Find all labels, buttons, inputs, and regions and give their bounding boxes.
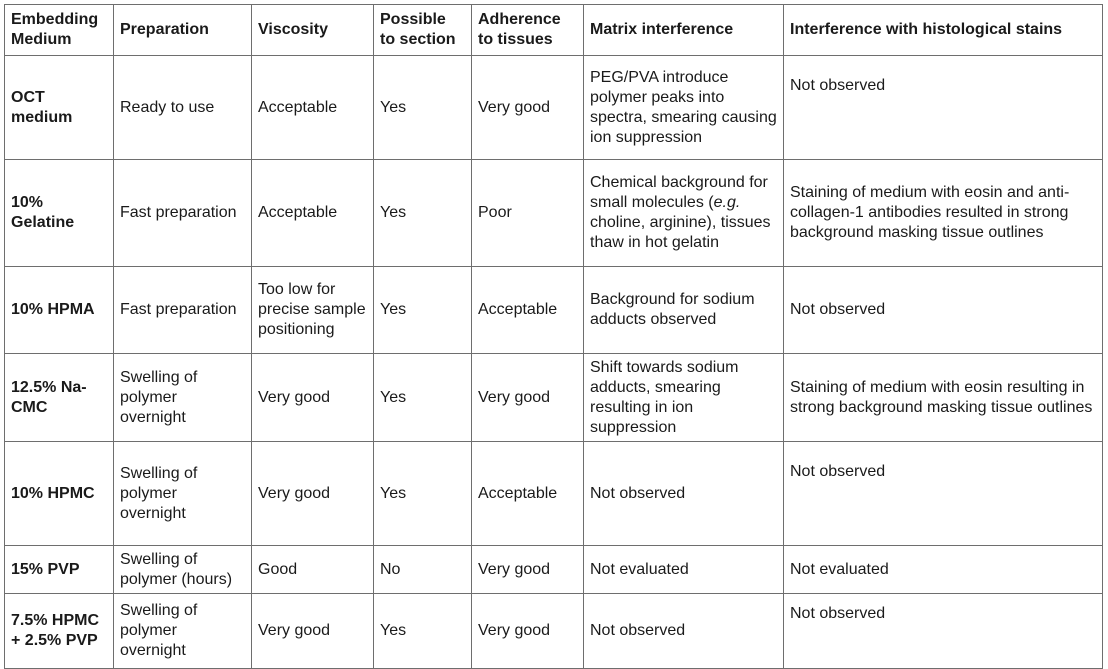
header-embedding-medium: Embedding Medium [5,5,114,56]
embedding-media-table [4,4,1103,669]
cell-preparation: Swelling of polymer overnight [114,354,252,442]
cell-section: Yes [374,160,472,267]
header-preparation: Preparation [114,5,252,56]
cell-preparation: Fast preparation [114,267,252,354]
cell-viscosity: Very good [252,442,374,546]
cell-stains: Not observed [784,267,1103,354]
cell-section: Yes [374,442,472,546]
cell-adherence: Very good [472,594,584,669]
cell-section: No [374,546,472,594]
table-row [5,546,1103,594]
cell-viscosity: Acceptable [252,56,374,160]
cell-adherence: Poor [472,160,584,267]
header-possible-to-section: Possible to section [374,5,472,56]
cell-matrix: Background for sodium adducts observed [584,267,784,354]
cell-viscosity: Very good [252,354,374,442]
cell-section: Yes [374,56,472,160]
cell-adherence: Very good [472,354,584,442]
matrix-text-post: choline, arginine), tissues thaw in hot gelatin [590,214,771,251]
cell-medium: 12.5% Na-CMC [5,354,114,442]
cell-viscosity: Too low for precise sample positioning [252,267,374,354]
cell-section: Yes [374,594,472,669]
table-row [5,267,1103,354]
cell-matrix: PEG/PVA introduce polymer peaks into spectra, smearing causing ion suppression [584,56,784,160]
cell-preparation: Ready to use [114,56,252,160]
cell-stains: Not observed [784,594,1103,669]
cell-section: Yes [374,354,472,442]
cell-matrix: Not observed [584,442,784,546]
embedding-media-table-container [4,4,1103,669]
cell-medium: 10% Gelatine [5,160,114,267]
matrix-text-pre: Chemical background for small molecules ( [590,174,768,211]
cell-section: Yes [374,267,472,354]
header-adherence: Adherence to tissues [472,5,584,56]
header-stain-interference: Interference with histological stains [784,5,1103,56]
header-matrix-interference: Matrix interference [584,5,784,56]
cell-medium: 15% PVP [5,546,114,594]
cell-stains: Not evaluated [784,546,1103,594]
cell-viscosity: Good [252,546,374,594]
cell-preparation: Fast preparation [114,160,252,267]
header-viscosity: Viscosity [252,5,374,56]
cell-preparation: Swelling of polymer overnight [114,594,252,669]
cell-adherence: Very good [472,56,584,160]
cell-matrix [584,160,784,267]
header-row [5,5,1103,56]
matrix-text-em: e.g. [713,194,741,211]
cell-medium: OCT medium [5,56,114,160]
cell-matrix: Not evaluated [584,546,784,594]
cell-medium: 10% HPMA [5,267,114,354]
cell-matrix: Not observed [584,594,784,669]
cell-adherence: Acceptable [472,267,584,354]
table-row [5,56,1103,160]
cell-matrix: Shift towards sodium adducts, smearing resulting in ion suppression [584,354,784,442]
cell-preparation: Swelling of polymer overnight [114,442,252,546]
table-row [5,442,1103,546]
cell-preparation: Swelling of polymer (hours) [114,546,252,594]
cell-stains: Not observed [784,442,1103,546]
cell-stains: Staining of medium with eosin resulting in strong background masking tissue outlines [784,354,1103,442]
table-row [5,160,1103,267]
cell-adherence: Acceptable [472,442,584,546]
cell-stains: Not observed [784,56,1103,160]
table-row [5,354,1103,442]
table-row [5,594,1103,669]
cell-adherence: Very good [472,546,584,594]
cell-medium: 10% HPMC [5,442,114,546]
cell-stains: Staining of medium with eosin and anti-collagen-1 antibodies resulted in strong background masking tissue outlines [784,160,1103,267]
cell-medium: 7.5% HPMC + 2.5% PVP [5,594,114,669]
cell-viscosity: Acceptable [252,160,374,267]
cell-viscosity: Very good [252,594,374,669]
